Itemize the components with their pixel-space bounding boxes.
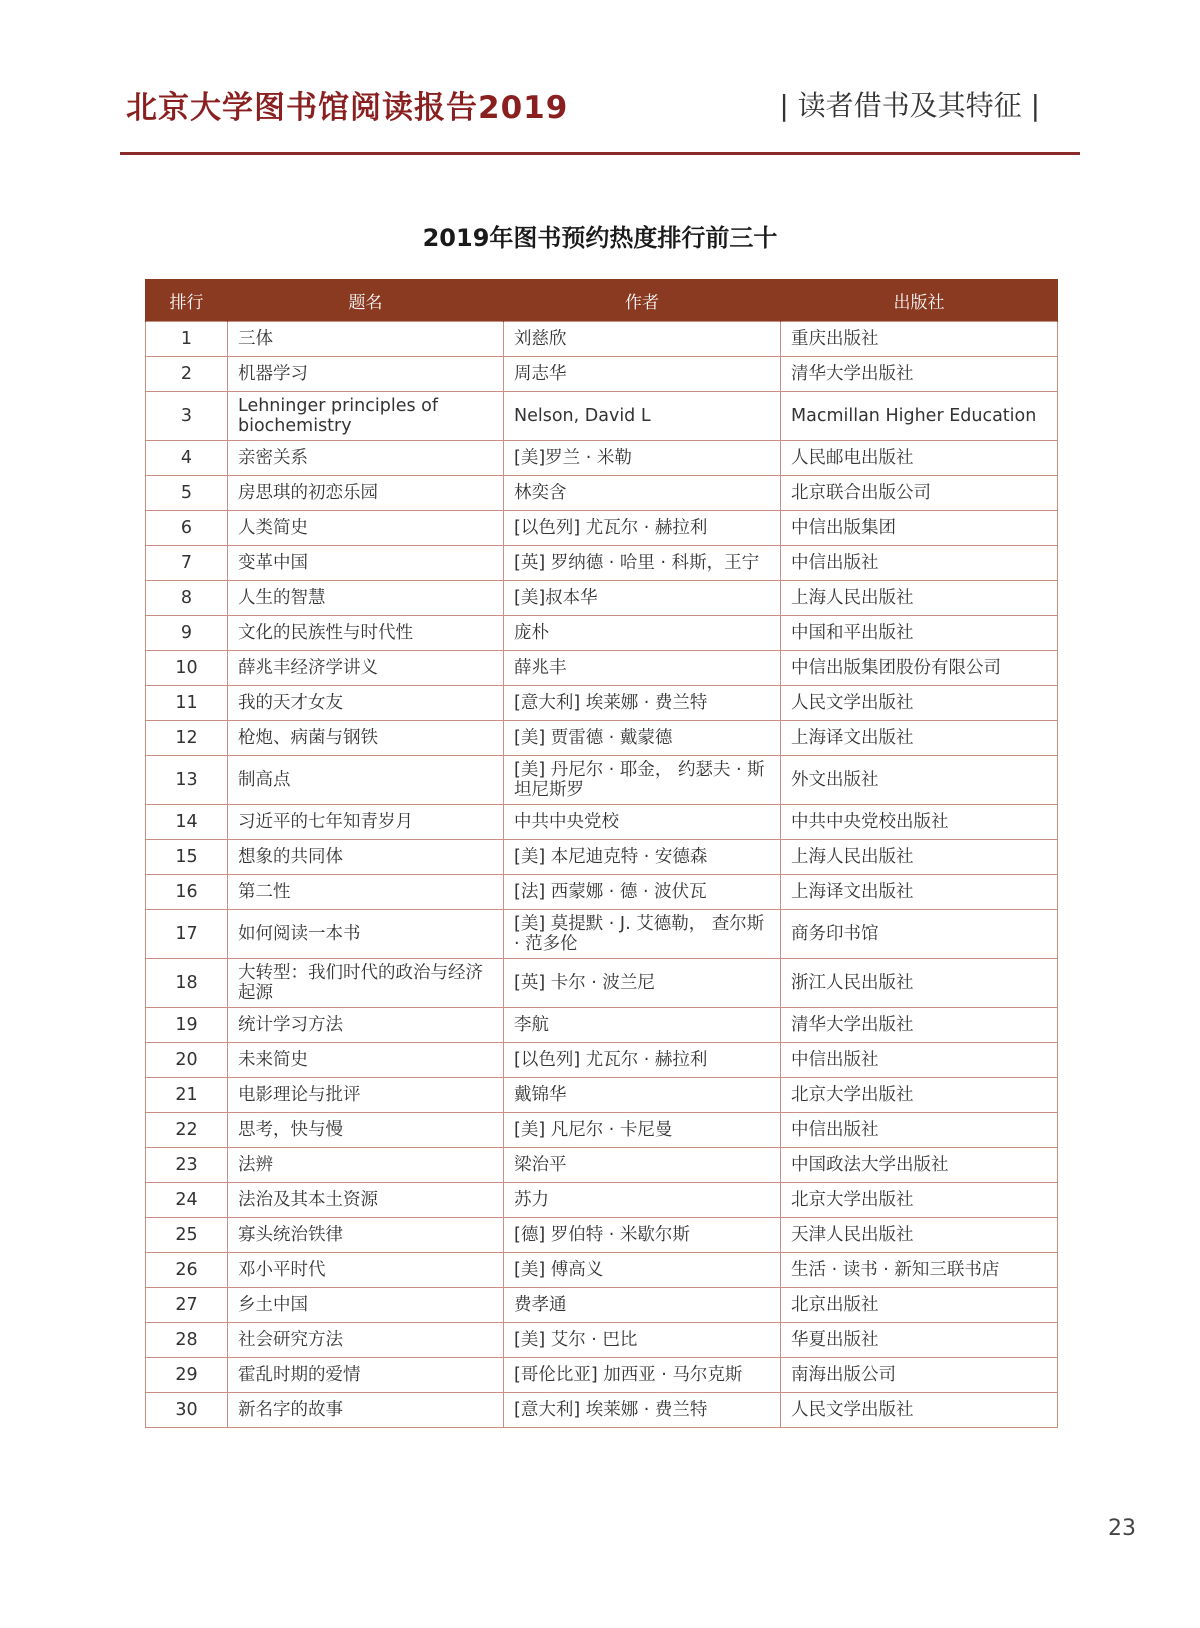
cell-author: [美]叔本华 [504,581,781,616]
cell-publisher: 天津人民出版社 [781,1218,1058,1253]
cell-rank: 24 [146,1183,228,1218]
cell-rank: 5 [146,476,228,511]
cell-author: [哥伦比亚] 加西亚 · 马尔克斯 [504,1358,781,1393]
cell-author: [意大利] 埃莱娜 · 费兰特 [504,686,781,721]
table-row [146,1183,1058,1218]
cell-rank: 11 [146,686,228,721]
cell-title: 我的天才女友 [228,686,504,721]
cell-rank: 30 [146,1393,228,1428]
cell-title: 大转型：我们时代的政治与经济起源 [228,959,504,1008]
cell-author: 梁治平 [504,1148,781,1183]
cell-title: 邓小平时代 [228,1253,504,1288]
cell-rank: 7 [146,546,228,581]
column-header-rank: 排行 [146,279,228,322]
cell-rank: 13 [146,756,228,805]
cell-author: 李航 [504,1008,781,1043]
cell-author: [以色列] 尤瓦尔 · 赫拉利 [504,511,781,546]
cell-author: Nelson, David L [504,392,781,441]
cell-publisher: 重庆出版社 [781,322,1058,357]
cell-publisher: 中信出版社 [781,1113,1058,1148]
table-row [146,756,1058,805]
header-rule [120,152,1080,155]
table-row [146,651,1058,686]
table-row [146,1358,1058,1393]
cell-author: 周志华 [504,357,781,392]
cell-author: [美] 本尼迪克特 · 安德森 [504,840,781,875]
column-header-author: 作者 [504,279,781,322]
column-header-publisher: 出版社 [781,279,1058,322]
cell-rank: 15 [146,840,228,875]
cell-rank: 2 [146,357,228,392]
table-row [146,1008,1058,1043]
cell-rank: 22 [146,1113,228,1148]
cell-rank: 25 [146,1218,228,1253]
cell-title: 想象的共同体 [228,840,504,875]
cell-publisher: 上海译文出版社 [781,721,1058,756]
cell-title: 电影理论与批评 [228,1078,504,1113]
table-row [146,511,1058,546]
cell-title: 法辨 [228,1148,504,1183]
cell-publisher: 中信出版集团 [781,511,1058,546]
table-row [146,1253,1058,1288]
cell-title: 枪炮、病菌与钢铁 [228,721,504,756]
cell-rank: 14 [146,805,228,840]
cell-publisher: 上海人民出版社 [781,840,1058,875]
cell-title: 思考，快与慢 [228,1113,504,1148]
cell-publisher: 人民文学出版社 [781,686,1058,721]
cell-rank: 8 [146,581,228,616]
table-row [146,1393,1058,1428]
cell-title: 变革中国 [228,546,504,581]
cell-rank: 27 [146,1288,228,1323]
cell-title: 制高点 [228,756,504,805]
cell-title: 房思琪的初恋乐园 [228,476,504,511]
cell-author: [美] 傅高义 [504,1253,781,1288]
section-label: | 读者借书及其特征 | [779,89,1040,122]
cell-publisher: 北京大学出版社 [781,1183,1058,1218]
cell-author: 中共中央党校 [504,805,781,840]
table-row [146,805,1058,840]
cell-publisher: 北京联合出版公司 [781,476,1058,511]
cell-publisher: 清华大学出版社 [781,1008,1058,1043]
cell-rank: 12 [146,721,228,756]
cell-publisher: 中信出版社 [781,1043,1058,1078]
table-row [146,476,1058,511]
cell-title: 三体 [228,322,504,357]
cell-title: 未来简史 [228,1043,504,1078]
cell-publisher: 中共中央党校出版社 [781,805,1058,840]
table-row [146,1218,1058,1253]
cell-title: 人类简史 [228,511,504,546]
cell-title: 第二性 [228,875,504,910]
cell-rank: 21 [146,1078,228,1113]
cell-title: 霍乱时期的爱情 [228,1358,504,1393]
cell-author: [意大利] 埃莱娜 · 费兰特 [504,1393,781,1428]
cell-publisher: 清华大学出版社 [781,357,1058,392]
table-row [146,840,1058,875]
cell-author: [美] 贾雷德 · 戴蒙德 [504,721,781,756]
cell-author: 林奕含 [504,476,781,511]
table-header-row [146,279,1058,322]
cell-title: 寡头统治铁律 [228,1218,504,1253]
cell-title: 新名字的故事 [228,1393,504,1428]
cell-author: [美] 凡尼尔 · 卡尼曼 [504,1113,781,1148]
table-row [146,910,1058,959]
cell-rank: 1 [146,322,228,357]
cell-author: 刘慈欣 [504,322,781,357]
cell-publisher: 人民文学出版社 [781,1393,1058,1428]
page-number: 23 [1108,1516,1136,1541]
cell-publisher: 外文出版社 [781,756,1058,805]
report-title: 北京大学图书馆阅读报告2019 [126,90,569,126]
cell-rank: 19 [146,1008,228,1043]
cell-author: [美] 莫提默 · J. 艾德勒， 查尔斯 · 范多伦 [504,910,781,959]
column-header-title: 题名 [228,279,504,322]
cell-title: 亲密关系 [228,441,504,476]
ranking-table [145,279,1058,1428]
table-row [146,1148,1058,1183]
table-row [146,546,1058,581]
cell-title: 法治及其本土资源 [228,1183,504,1218]
cell-title: 统计学习方法 [228,1008,504,1043]
cell-publisher: 北京出版社 [781,1288,1058,1323]
cell-rank: 18 [146,959,228,1008]
table-row [146,721,1058,756]
cell-publisher: 北京大学出版社 [781,1078,1058,1113]
table-row [146,959,1058,1008]
cell-publisher: 中国和平出版社 [781,616,1058,651]
cell-author: 薛兆丰 [504,651,781,686]
cell-rank: 4 [146,441,228,476]
cell-rank: 23 [146,1148,228,1183]
cell-author: [以色列] 尤瓦尔 · 赫拉利 [504,1043,781,1078]
table-row [146,686,1058,721]
table-row [146,357,1058,392]
table-row [146,616,1058,651]
cell-author: [法] 西蒙娜 · 德 · 波伏瓦 [504,875,781,910]
table-row [146,322,1058,357]
cell-author: [美] 丹尼尔 · 耶金， 约瑟夫 · 斯坦尼斯罗 [504,756,781,805]
cell-author: 费孝通 [504,1288,781,1323]
cell-author: 戴锦华 [504,1078,781,1113]
cell-rank: 3 [146,392,228,441]
table-title: 2019年图书预约热度排行前三十 [422,224,778,252]
cell-rank: 29 [146,1358,228,1393]
cell-title: Lehninger principles of biochemistry [228,392,504,441]
cell-title: 薛兆丰经济学讲义 [228,651,504,686]
cell-publisher: 商务印书馆 [781,910,1058,959]
table-row [146,441,1058,476]
cell-title: 机器学习 [228,357,504,392]
cell-publisher: Macmillan Higher Education [781,392,1058,441]
table-row [146,581,1058,616]
cell-author: [英] 罗纳德 · 哈里 · 科斯，王宁 [504,546,781,581]
cell-publisher: 上海译文出版社 [781,875,1058,910]
table-row [146,1288,1058,1323]
cell-author: [英] 卡尔 · 波兰尼 [504,959,781,1008]
cell-publisher: 上海人民出版社 [781,581,1058,616]
table-row [146,1043,1058,1078]
cell-publisher: 中信出版社 [781,546,1058,581]
cell-author: [美] 艾尔 · 巴比 [504,1323,781,1358]
cell-author: 苏力 [504,1183,781,1218]
cell-publisher: 生活 · 读书 · 新知三联书店 [781,1253,1058,1288]
cell-title: 人生的智慧 [228,581,504,616]
cell-rank: 17 [146,910,228,959]
cell-title: 文化的民族性与时代性 [228,616,504,651]
cell-publisher: 华夏出版社 [781,1323,1058,1358]
cell-title: 社会研究方法 [228,1323,504,1358]
table-row [146,392,1058,441]
table-body [146,322,1058,1428]
table-row [146,875,1058,910]
cell-publisher: 浙江人民出版社 [781,959,1058,1008]
cell-author: 庞朴 [504,616,781,651]
table-row [146,1078,1058,1113]
cell-author: [德] 罗伯特 · 米歇尔斯 [504,1218,781,1253]
cell-rank: 6 [146,511,228,546]
cell-publisher: 人民邮电出版社 [781,441,1058,476]
cell-rank: 28 [146,1323,228,1358]
table-row [146,1113,1058,1148]
cell-publisher: 中国政法大学出版社 [781,1148,1058,1183]
cell-rank: 10 [146,651,228,686]
cell-rank: 20 [146,1043,228,1078]
table-row [146,1323,1058,1358]
cell-title: 乡土中国 [228,1288,504,1323]
cell-publisher: 中信出版集团股份有限公司 [781,651,1058,686]
cell-rank: 9 [146,616,228,651]
cell-rank: 26 [146,1253,228,1288]
cell-title: 如何阅读一本书 [228,910,504,959]
cell-rank: 16 [146,875,228,910]
cell-author: [美]罗兰 · 米勒 [504,441,781,476]
cell-title: 习近平的七年知青岁月 [228,805,504,840]
cell-publisher: 南海出版公司 [781,1358,1058,1393]
